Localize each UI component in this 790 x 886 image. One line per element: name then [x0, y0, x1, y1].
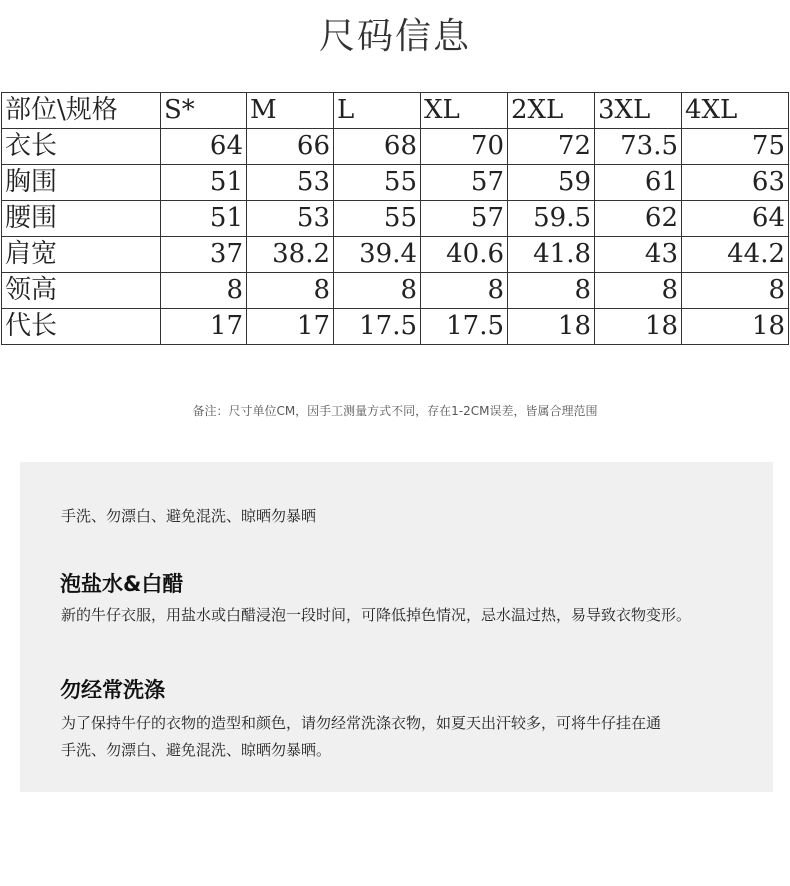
header-cell: 2XL: [508, 93, 595, 129]
table-cell: 57: [421, 165, 508, 201]
table-cell: 59.5: [508, 201, 595, 237]
row-label: 肩宽: [2, 237, 161, 273]
row-label: 衣长: [2, 129, 161, 165]
care-heading-wash: 勿经常洗涤: [60, 678, 165, 702]
table-cell: 39.4: [334, 237, 421, 273]
table-cell: 40.6: [421, 237, 508, 273]
header-cell: 3XL: [595, 93, 682, 129]
table-cell: 8: [247, 273, 334, 309]
size-table: [1, 92, 789, 345]
table-cell: 57: [421, 201, 508, 237]
table-cell: 53: [247, 201, 334, 237]
table-cell: 55: [334, 165, 421, 201]
header-cell: L: [334, 93, 421, 129]
table-cell: 53: [247, 165, 334, 201]
table-cell: 55: [334, 201, 421, 237]
table-cell: 17.5: [421, 309, 508, 345]
table-cell: 18: [508, 309, 595, 345]
table-cell: 70: [421, 129, 508, 165]
table-cell: 66: [247, 129, 334, 165]
table-row: [2, 309, 789, 345]
table-cell: 51: [161, 165, 247, 201]
table-cell: 41.8: [508, 237, 595, 273]
table-cell: 17: [161, 309, 247, 345]
table-cell: 59: [508, 165, 595, 201]
table-cell: 8: [508, 273, 595, 309]
care-text-wash-line-1: 为了保持牛仔的衣物的造型和颜色，请勿经常洗涤衣物，如夏天出汗较多，可将牛仔挂在通: [61, 714, 662, 732]
table-cell: 64: [682, 201, 789, 237]
table-row: [2, 201, 789, 237]
table-cell: 8: [161, 273, 247, 309]
table-row: [2, 237, 789, 273]
table-cell: 43: [595, 237, 682, 273]
header-cell: S*: [161, 93, 247, 129]
table-cell: 75: [682, 129, 789, 165]
table-cell: 18: [595, 309, 682, 345]
table-cell: 8: [595, 273, 682, 309]
care-intro-text: 手洗、勿漂白、避免混洗、晾晒勿暴晒: [61, 507, 317, 525]
table-cell: 44.2: [682, 237, 789, 273]
table-cell: 64: [161, 129, 247, 165]
table-cell: 17.5: [334, 309, 421, 345]
table-cell: 8: [421, 273, 508, 309]
table-cell: 8: [334, 273, 421, 309]
care-instructions-panel: [20, 462, 773, 792]
header-cell: 部位\规格: [2, 93, 161, 129]
header-cell: XL: [421, 93, 508, 129]
table-cell: 73.5: [595, 129, 682, 165]
table-cell: 37: [161, 237, 247, 273]
row-label: 领高: [2, 273, 161, 309]
table-cell: 62: [595, 201, 682, 237]
row-label: 腰围: [2, 201, 161, 237]
table-cell: 8: [682, 273, 789, 309]
table-cell: 72: [508, 129, 595, 165]
table-row: [2, 129, 789, 165]
row-label: 代长: [2, 309, 161, 345]
care-text-wash-line-2: 手洗、勿漂白、避免混洗、晾晒勿暴晒。: [61, 741, 332, 759]
care-heading-soak: 泡盐水&白醋: [60, 572, 184, 596]
care-text-soak: 新的牛仔衣服，用盐水或白醋浸泡一段时间，可降低掉色情况，忌水温过热，易导致衣物变形。: [61, 606, 692, 624]
table-cell: 68: [334, 129, 421, 165]
row-label: 胸围: [2, 165, 161, 201]
table-cell: 63: [682, 165, 789, 201]
header-cell: 4XL: [682, 93, 789, 129]
table-cell: 61: [595, 165, 682, 201]
table-row: [2, 273, 789, 309]
table-cell: 18: [682, 309, 789, 345]
table-row: [2, 165, 789, 201]
measurement-note: 备注：尺寸单位CM，因手工测量方式不同，存在1-2CM误差，皆属合理范围: [192, 404, 598, 418]
table-header-row: [2, 93, 789, 129]
header-cell: M: [247, 93, 334, 129]
table-cell: 51: [161, 201, 247, 237]
table-cell: 17: [247, 309, 334, 345]
page-title: 尺码信息: [318, 16, 471, 57]
table-cell: 38.2: [247, 237, 334, 273]
